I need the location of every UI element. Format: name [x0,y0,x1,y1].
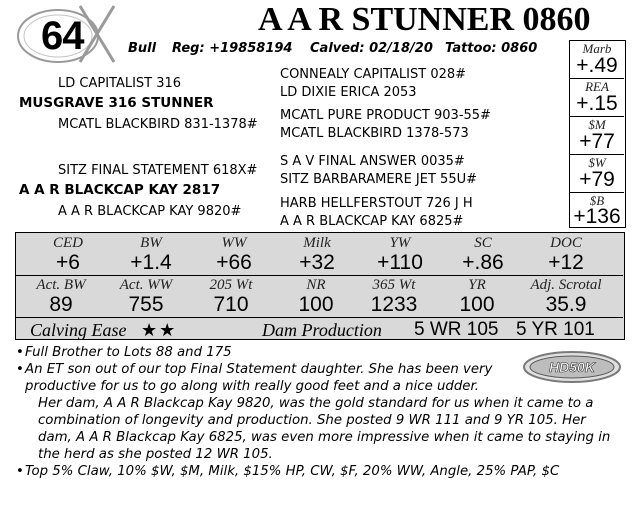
dollar-b-value: +136 [573,205,621,228]
actual-label-365wt: 365 Wt [372,277,416,293]
dollar-w-value: +79 [579,168,615,191]
pedigree-sire-sire: LD CAPITALIST 316 [58,76,182,91]
actual-label-nr: NR [306,277,326,293]
epd-value-bw: +1.4 [130,251,172,274]
lot-number: 64 [41,14,84,58]
actual-label-bw: Act. BW [36,277,86,293]
lot-notes [16,344,621,480]
pedigree-sire-sire-sire: CONNEALY CAPITALIST 028# [280,67,467,82]
pedigree-dam-sire-dam: SITZ BARBARAMERE JET 55U# [280,172,477,187]
note-item [16,344,621,361]
epd-label-doc: DOC [550,235,582,251]
lot-badge [10,4,120,64]
bullet-icon: • [16,345,24,360]
sex: Bull [128,41,157,56]
actual-label-yr: YR [468,277,486,293]
actual-value-ww: 755 [128,293,164,316]
note-item [16,463,621,480]
epd-label-sc: SC [474,235,492,251]
pedigree-sire-sire-dam: LD DIXIE ERICA 2053 [280,85,417,100]
actual-value-205wt: 710 [213,293,249,316]
pedigree-dam-dam-dam: A A R BLACKCAP KAY 6825# [280,214,464,229]
calving-ease-text: Calving Ease [30,320,127,340]
dollar-m-label: $M [588,117,606,132]
actual-value-adj-scrotal: 35.9 [545,293,587,316]
pedigree-sire-dam-dam: MCATL BLACKBIRD 1378-573 [280,126,469,141]
dollar-m-value: +77 [579,130,615,153]
note-text: An ET son out of our top Final Statement daughter. She has been very productive for us to go along with really good feet and a nice udder. [25,362,493,394]
tattoo: Tattoo: 0860 [445,41,538,56]
value-index-column [569,40,626,228]
calved-date: Calved: 02/18/20 [310,41,433,56]
note-item [16,395,621,463]
marb-value: +.49 [576,54,618,77]
actual-value-yr: 100 [459,293,495,316]
registration-number: Reg: +19858194 [172,41,293,56]
actual-value-nr: 100 [298,293,334,316]
grid-divider [16,317,623,318]
pedigree-dam: A A R BLACKCAP KAY 2817 [19,182,221,198]
dollar-b-label: $B [589,193,605,208]
epd-value-ced: +6 [56,251,80,274]
marb-label: Marb [582,41,612,56]
actual-value-bw: 89 [49,293,73,316]
hd50k-badge-text: HD50K [549,359,595,375]
epd-label-ced: CED [53,235,83,251]
pedigree-dam-dam: A A R BLACKCAP KAY 9820# [58,204,242,219]
epd-label-ww: WW [221,235,247,251]
animal-name-title: A A R STUNNER 0860 [258,1,591,38]
epd-value-milk: +32 [299,251,335,274]
pedigree-sire: MUSGRAVE 316 STUNNER [19,95,214,111]
epd-value-ww: +66 [216,251,252,274]
calving-ease-label [30,320,177,341]
bullet-icon: • [16,362,24,377]
dam-production-yr: 5 YR 101 [516,319,595,340]
actual-label-205wt: 205 Wt [209,277,253,293]
pedigree-sire-dam-sire: MCATL PURE PRODUCT 903-55# [280,108,491,123]
actual-value-365wt: 1233 [370,293,418,316]
actual-label-ww: Act. WW [119,277,173,293]
epd-value-sc: +.86 [462,251,504,274]
note-text: Top 5% Claw, 10% $W, $M, Milk, $15% HP, CW, $F, 20% WW, Angle, 25% PAP, $C [25,464,560,479]
epd-value-yw: +110 [377,251,423,274]
pedigree-sire-dam: MCATL BLACKBIRD 831-1378# [58,117,258,132]
note-text: Full Brother to Lots 88 and 175 [25,345,232,360]
epd-label-yw: YW [389,235,411,251]
note-item [16,361,530,395]
pedigree-dam-sire-sire: S A V FINAL ANSWER 0035# [280,154,465,169]
bullet-icon: • [16,464,24,479]
pedigree-dam-sire: SITZ FINAL STATEMENT 618X# [58,163,258,178]
dollar-w-label: $W [588,155,606,170]
epd-label-bw: BW [140,235,162,251]
actual-label-adj-scrotal: Adj. Scrotal [530,277,602,293]
epd-performance-grid [15,232,625,340]
rea-value: +.15 [576,92,618,115]
grid-divider [16,275,623,276]
pedigree-dam-dam-sire: HARB HELLFERSTOUT 726 J H [280,196,473,211]
calving-ease-stars: ★★ [141,320,178,341]
dam-production-label: Dam Production [262,320,382,340]
dam-production-wr: 5 WR 105 [414,319,499,340]
epd-value-doc: +12 [548,251,584,274]
note-text: Her dam, A A R Blackcap Kay 9820, was the gold standard for us when it came to a combination of longevity and production. She posted 9 WR 111 and 9 YR 105. Her dam, A A R Blackcap Kay 6825, was even more impressive when it came to staying in the herd as she posted 12 WR 105. [38,396,611,462]
rea-label: REA [585,79,609,94]
epd-label-milk: Milk [303,235,331,251]
